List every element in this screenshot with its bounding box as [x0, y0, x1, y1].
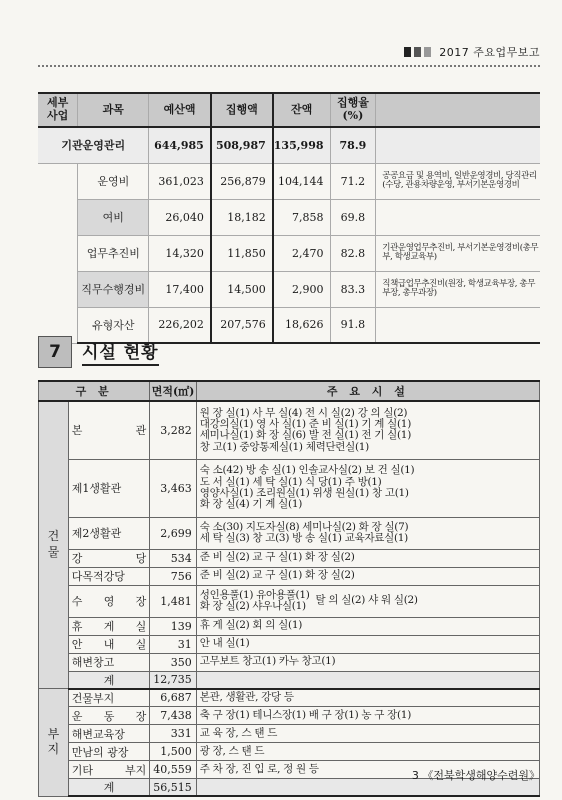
- header-square-icon: [414, 47, 421, 57]
- section-heading: [38, 336, 159, 368]
- budget-note: 기관운영업무추진비, 부서기본운영경비(총무부, 학생교육부): [376, 235, 540, 271]
- facility-row: [39, 689, 540, 707]
- facility-row: [39, 653, 540, 671]
- budget-executed: 11,850: [211, 235, 273, 271]
- budget-total-budget: 644,985: [149, 127, 211, 163]
- budget-item: 업무추진비: [78, 235, 149, 271]
- facility-area: 1,500: [150, 743, 197, 761]
- facility-list: [196, 635, 539, 653]
- facility-line: 세미나실(1) 화 장 실(6) 발 전 실(1) 전 기 실(1): [199, 429, 411, 442]
- facility-area: 756: [150, 567, 197, 585]
- facility-name: 제1생활관: [68, 459, 150, 517]
- facility-line: 주 차 장, 진 입 로, 정 원 등: [199, 762, 319, 775]
- facility-line: 원 장 실(1) 사 무 실(4) 전 시 실(2) 강 의 실(2): [199, 406, 408, 419]
- facility-line: 성인용풀(1) 유아용풀(1): [199, 588, 310, 601]
- facility-subtotal-label: 계: [68, 779, 150, 797]
- facility-list: [196, 567, 539, 585]
- budget-header-balance: 잔액: [273, 93, 330, 127]
- budget-total-balance: 135,998: [273, 127, 330, 163]
- budget-header-executed: 집행액: [211, 93, 273, 127]
- facility-area: 350: [150, 653, 197, 671]
- facility-row: [39, 743, 540, 761]
- budget-amount: 14,320: [149, 235, 211, 271]
- facility-row: [39, 567, 540, 585]
- budget-header-budget: 예산액: [149, 93, 211, 127]
- facility-name: 기타 부지: [68, 761, 150, 779]
- facility-subtotal-area: 56,515: [150, 779, 197, 797]
- facility-row: [39, 725, 540, 743]
- budget-item: 유형자산: [78, 307, 149, 343]
- facility-list: [196, 743, 539, 761]
- facility-row: [39, 585, 540, 617]
- budget-header-category: 세부 사업: [38, 93, 78, 127]
- facility-line: 고무보트 창고(1) 카누 창고(1): [199, 655, 336, 668]
- budget-executed: 18,182: [211, 199, 273, 235]
- facility-line: 준 비 실(2) 교 구 실(1) 화 장 실(2): [199, 551, 355, 564]
- facility-list: [196, 517, 539, 549]
- budget-rate: 83.3: [330, 271, 376, 307]
- facility-name: 제2생활관: [68, 517, 150, 549]
- budget-item: 직무수행경비: [78, 271, 149, 307]
- budget-balance: 2,900: [273, 271, 330, 307]
- facility-line: 도 서 실(1) 세 탁 실(1) 식 당(1) 주 방(1): [199, 475, 382, 488]
- facility-list: [196, 617, 539, 635]
- facility-line: 탈 의 실(2) 샤 워 실(2): [315, 594, 418, 607]
- budget-amount: 17,400: [149, 271, 211, 307]
- budget-executed: 207,576: [211, 307, 273, 343]
- facility-group-label: 부 지: [47, 726, 60, 757]
- facility-header-area: 면적(㎡): [150, 381, 197, 401]
- facility-list: [196, 689, 539, 707]
- budget-note: [376, 199, 540, 235]
- budget-note: 직책급업무추진비(원장, 학생교육부장, 총무부장, 총무과장): [376, 271, 540, 307]
- budget-header-note: [376, 93, 540, 127]
- budget-total-note: [376, 127, 540, 163]
- facility-line: 휴 게 실(2) 회 의 실(1): [199, 619, 302, 632]
- facility-row: [39, 549, 540, 567]
- facility-line: 준 비 실(2) 교 구 실(1) 화 장 실(2): [199, 569, 355, 582]
- facility-name: 휴 게 실: [68, 617, 150, 635]
- budget-executed: 256,879: [211, 163, 273, 199]
- header-title: 2017 주요업무보고: [439, 46, 540, 59]
- facility-line: 안 내 실(1): [199, 637, 250, 650]
- facility-area: 1,481: [150, 585, 197, 617]
- budget-balance: 2,470: [273, 235, 330, 271]
- budget-item: 여비: [78, 199, 149, 235]
- facility-table: [38, 380, 540, 797]
- facility-area: 7,438: [150, 707, 197, 725]
- budget-total-label: 기관운영관리: [38, 127, 149, 163]
- section-title: 시설 현황: [82, 338, 159, 366]
- facility-area: 139: [150, 617, 197, 635]
- facility-line: 화 장 실(2) 샤우나실(1): [199, 600, 306, 612]
- facility-area: 31: [150, 635, 197, 653]
- facility-list: [196, 653, 539, 671]
- budget-balance: 104,144: [273, 163, 330, 199]
- budget-note: [376, 307, 540, 343]
- budget-rate: 82.8: [330, 235, 376, 271]
- facility-row: [39, 459, 540, 517]
- budget-header-item: 과목: [78, 93, 149, 127]
- facility-area: 6,687: [150, 689, 197, 707]
- section-number: 7: [38, 336, 72, 368]
- facility-list: [196, 725, 539, 743]
- budget-table: [38, 92, 540, 344]
- budget-item: 운영비: [78, 163, 149, 199]
- facility-area: 2,699: [150, 517, 197, 549]
- facility-name: 강 당: [68, 549, 150, 567]
- facility-name: 다목적강당: [68, 567, 150, 585]
- facility-area: 534: [150, 549, 197, 567]
- facility-name: 본 관: [68, 401, 150, 459]
- facility-name: 안 내 실: [68, 635, 150, 653]
- budget-balance: 7,858: [273, 199, 330, 235]
- budget-row: [38, 163, 540, 199]
- facility-subtotal-label: 계: [68, 671, 150, 689]
- facility-area: 3,463: [150, 459, 197, 517]
- budget-total-row: [38, 127, 540, 163]
- budget-rate: 71.2: [330, 163, 376, 199]
- budget-balance: 18,626: [273, 307, 330, 343]
- facility-row: [39, 401, 540, 459]
- facility-list: [196, 585, 539, 617]
- facility-list: [196, 549, 539, 567]
- budget-header-rate: 집행율 (%): [330, 93, 376, 127]
- header-square-icon: [424, 47, 431, 57]
- facility-line: 숙 소(30) 지도자실(8) 세미나실(2) 화 장 실(7): [199, 520, 409, 533]
- facility-name: 수 영 장: [68, 585, 150, 617]
- facility-name: 만남의 광장: [68, 743, 150, 761]
- facility-line: 축 구 장(1) 테니스장(1) 배 구 장(1) 농 구 장(1): [199, 708, 411, 721]
- facility-line: 영양사실(1) 조리원실(1) 위생 원실(1) 창 고(1): [199, 487, 409, 499]
- facility-subtotal-row: [39, 671, 540, 689]
- facility-line: 광 장, 스 탠 드: [199, 744, 265, 757]
- facility-list: [196, 401, 539, 459]
- budget-category-cell: [38, 163, 78, 343]
- budget-note: 공공요금 및 용역비, 일반운영경비, 당직관리(수당, 관용차량운영, 부서기본운영경비: [376, 163, 540, 199]
- facility-row: [39, 617, 540, 635]
- facility-line: 대강의실(1) 영 사 실(1) 준 비 실(1) 기 계 실(1): [199, 417, 411, 430]
- budget-amount: 361,023: [149, 163, 211, 199]
- facility-line: 교 육 장, 스 탠 드: [199, 726, 278, 739]
- facility-line: 본관, 생활관, 강당 등: [199, 691, 294, 704]
- budget-amount: 226,202: [149, 307, 211, 343]
- facility-area: 40,559: [150, 761, 197, 779]
- facility-header-facilities: 주 요 시 설: [196, 381, 539, 401]
- budget-amount: 26,040: [149, 199, 211, 235]
- budget-executed: 14,500: [211, 271, 273, 307]
- facility-group: [39, 401, 69, 689]
- facility-group: [39, 689, 69, 797]
- facility-name: 운 동 장: [68, 707, 150, 725]
- facility-line: 세 탁 실(3) 창 고(3) 방 송 실(1) 교육자료실(1): [199, 532, 408, 544]
- facility-list: [196, 707, 539, 725]
- facility-name: 해변교육장: [68, 725, 150, 743]
- facility-line: 창 고(1) 중앙통제실(1) 체력단련실(1): [199, 440, 369, 453]
- facility-list: [196, 459, 539, 517]
- budget-total-executed: 508,987: [211, 127, 273, 163]
- facility-group-label: 건 물: [47, 529, 60, 559]
- page-header: [404, 44, 540, 60]
- facility-subtotal-area: 12,735: [150, 671, 197, 689]
- budget-row: [38, 235, 540, 271]
- facility-line: 숙 소(42) 방 송 실(1) 인솔교사실(2) 보 건 실(1): [199, 464, 415, 477]
- facility-header-category: 구 분: [39, 381, 150, 401]
- page-footer: 3 《전북학생해양수련원》: [411, 769, 540, 782]
- facility-area: 331: [150, 725, 197, 743]
- facility-name: 해변창고: [68, 653, 150, 671]
- budget-row: [38, 271, 540, 307]
- budget-total-rate: 78.9: [330, 127, 376, 163]
- facility-row: [39, 707, 540, 725]
- header-divider: [38, 65, 540, 67]
- facility-name: 건물부지: [68, 689, 150, 707]
- facility-area: 3,282: [150, 401, 197, 459]
- budget-row: [38, 199, 540, 235]
- facility-subtotal-blank: [196, 671, 539, 689]
- budget-rate: 69.8: [330, 199, 376, 235]
- facility-row: [39, 517, 540, 549]
- budget-rate: 91.8: [330, 307, 376, 343]
- facility-line: 화 장 실(4) 기 계 실(1): [199, 498, 302, 511]
- facility-row: [39, 635, 540, 653]
- header-square-icon: [404, 47, 411, 57]
